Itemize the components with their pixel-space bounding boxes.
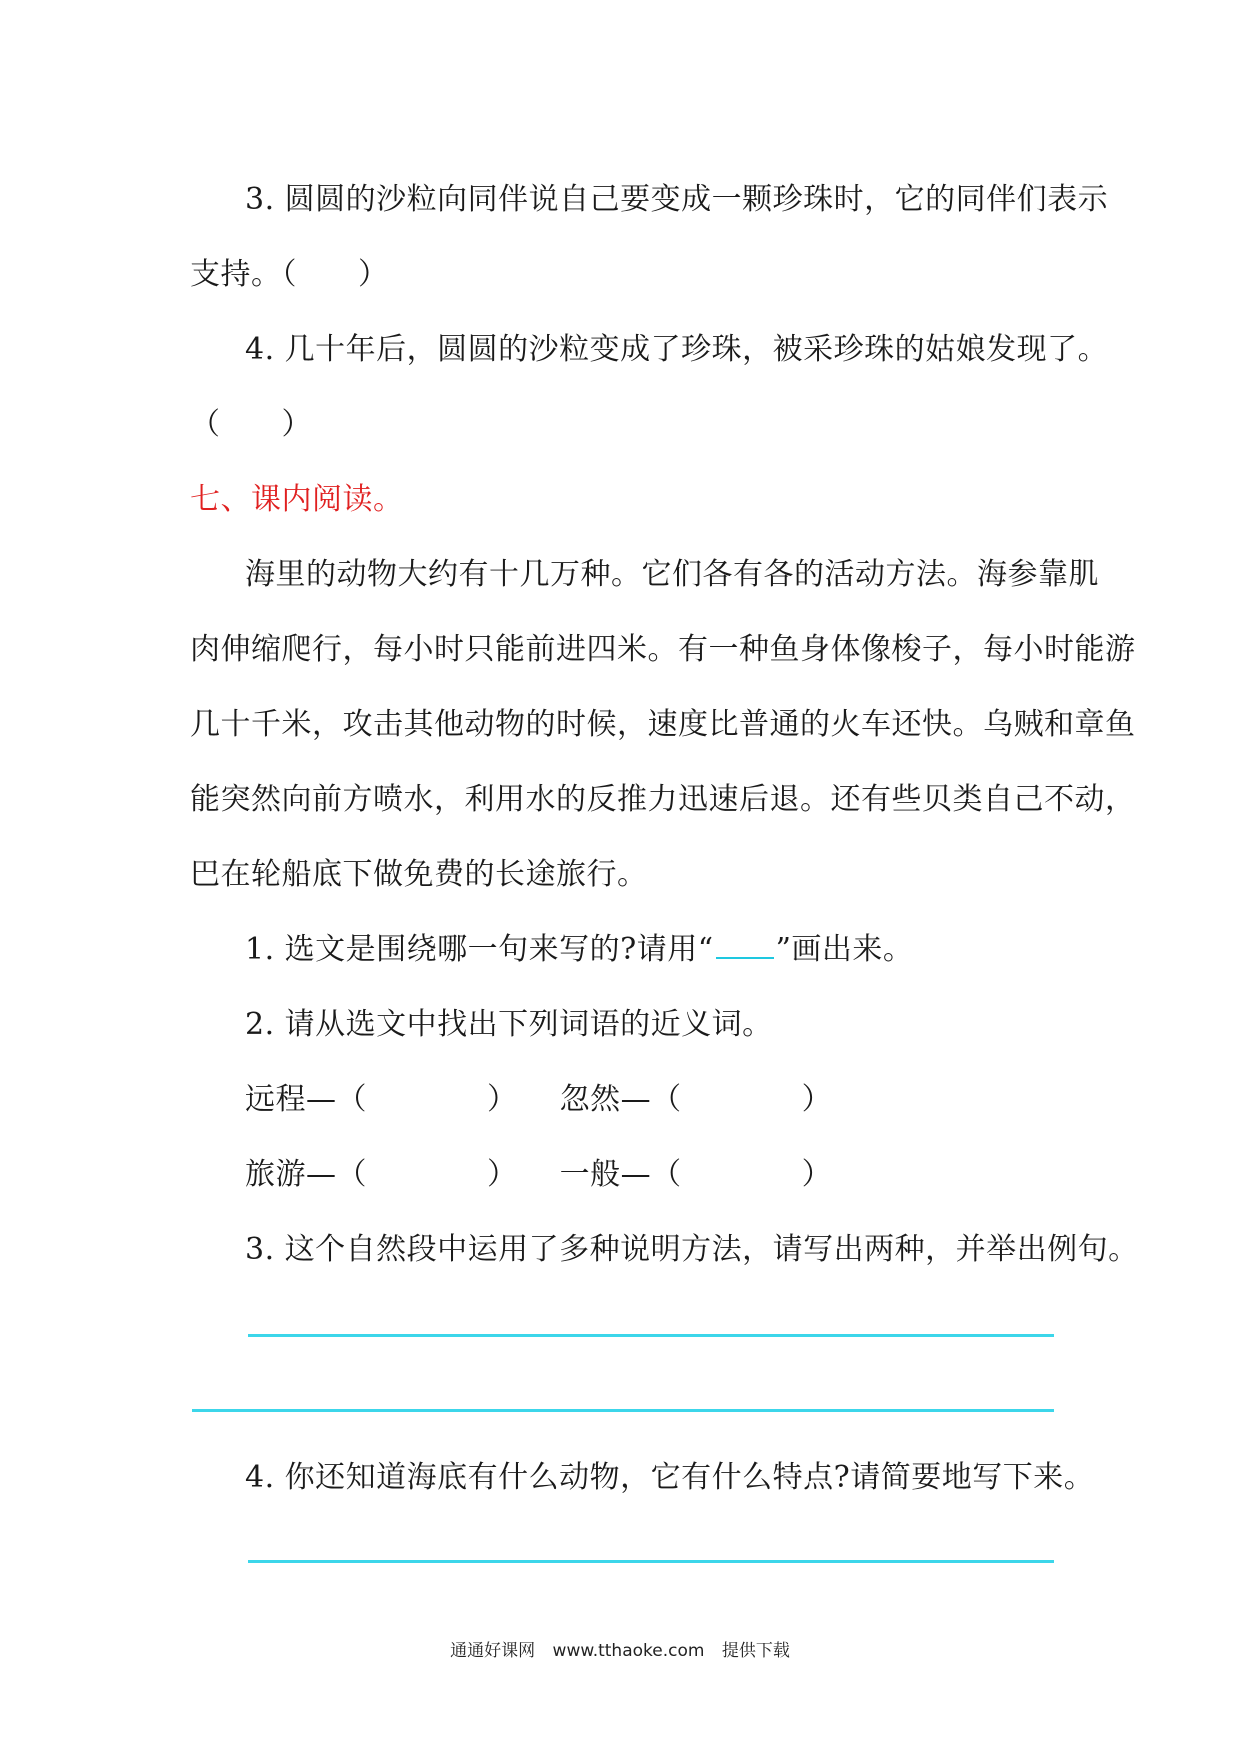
- synonym-close-distant: ）: [487, 1082, 518, 1117]
- passage-line-4: 能突然向前方喷水，利用水的反推力迅速后退。还有些贝类自己不动，: [190, 782, 1136, 817]
- synonym-close-suddenly: ）: [801, 1082, 833, 1117]
- page-footer: [0, 1636, 1240, 1661]
- answer-line-q4-1[interactable]: [248, 1560, 1054, 1563]
- passage-line-2: 肉伸缩爬行，每小时只能前进四米。有一种鱼身体像梭子，每小时能游: [190, 632, 1136, 667]
- synonym-row-2: [245, 1155, 832, 1195]
- synonym-prompt-travel: 旅游—（: [245, 1157, 367, 1192]
- answer-line-q3-2[interactable]: [192, 1409, 1054, 1412]
- question-4-line-2: （ ）: [190, 407, 312, 442]
- question-3: 3. 这个自然段中运用了多种说明方法，请写出两种，并举出例句。: [245, 1232, 1139, 1267]
- question-1-prefix: 1. 选文是围绕哪一句来写的?请用“: [245, 932, 714, 967]
- question-2: 2. 请从选文中找出下列词语的近义词。: [245, 1007, 773, 1042]
- synonym-prompt-distant: 远程—（: [245, 1082, 367, 1117]
- passage-line-5: 巴在轮船底下做免费的长途旅行。: [190, 857, 648, 892]
- section-7-heading: 七、课内阅读。: [190, 482, 404, 517]
- question-3-line-1: 3. 圆圆的沙粒向同伴说自己要变成一颗珍珠时，它的同伴们表示: [245, 182, 1109, 217]
- passage-line-3: 几十千米，攻击其他动物的时候，速度比普通的火车还快。乌贼和章鱼: [190, 707, 1136, 742]
- footer-url[interactable]: www.tthaoke.com: [552, 1641, 705, 1661]
- footer-site-name: 通通好课网: [450, 1641, 536, 1661]
- answer-line-q3-1[interactable]: [248, 1334, 1054, 1337]
- synonym-prompt-suddenly: 忽然—（: [559, 1082, 682, 1117]
- synonym-close-travel: ）: [487, 1157, 518, 1192]
- question-1-suffix: ”画出来。: [775, 932, 914, 967]
- synonym-prompt-ordinary: 一般—（: [559, 1157, 682, 1192]
- question-3-line-2: 支持。（ ）: [190, 257, 389, 292]
- footer-tagline: 提供下载: [721, 1641, 790, 1661]
- question-4: 4. 你还知道海底有什么动物，它有什么特点?请简要地写下来。: [245, 1460, 1095, 1495]
- synonym-close-ordinary: ）: [801, 1157, 833, 1192]
- question-1: [245, 930, 913, 970]
- synonym-row-1: [245, 1080, 832, 1120]
- question-4-line-1: 4. 几十年后，圆圆的沙粒变成了珍珠，被采珍珠的姑娘发现了。: [245, 332, 1109, 367]
- passage-line-1: 海里的动物大约有十几万种。它们各有各的活动方法。海参靠肌: [245, 557, 1099, 592]
- underline-sample: [716, 931, 774, 959]
